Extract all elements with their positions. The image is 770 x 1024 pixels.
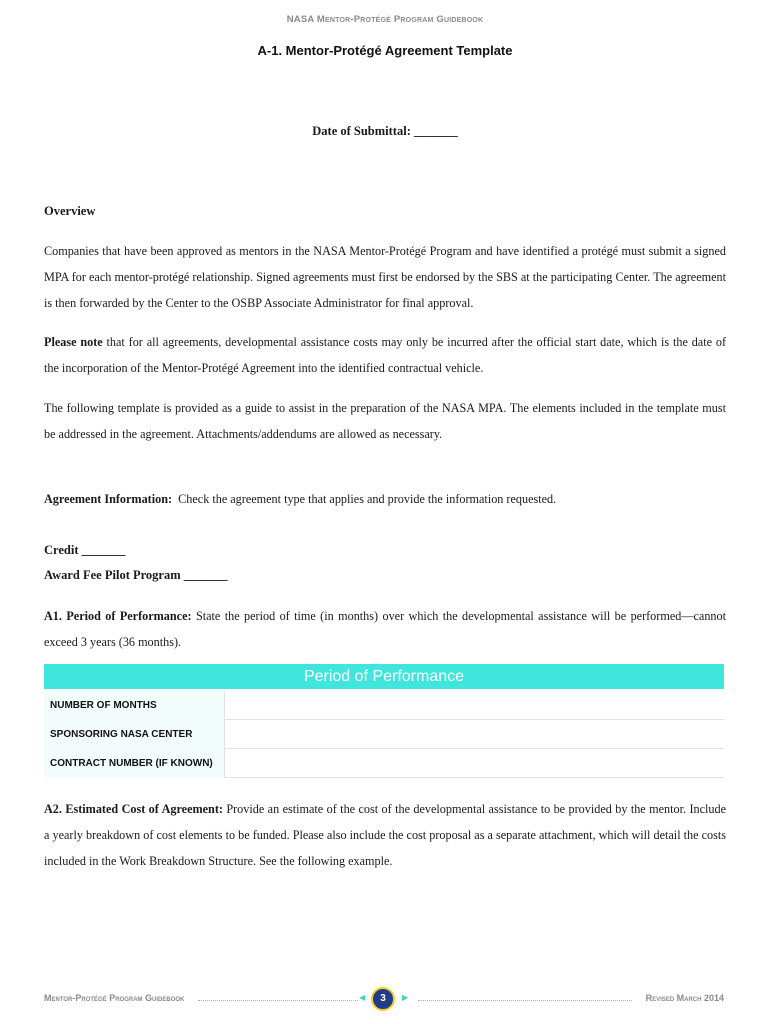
a2-text: Provide an estimate of the cost of the developmental assistance to be provided by the mentor. Include a yearly breakdown of cost elements to be funded. Please also include the cost proposal as a separate attachment, which will detail the costs included in the Work Breakdown Structure. See the following example. [44, 802, 726, 868]
left-arrow-icon: ◀ [359, 993, 366, 1002]
page-title: A-1. Mentor-Protégé Agreement Template [257, 43, 513, 58]
row-label-center: SPONSORING NASA CENTER [44, 720, 225, 749]
a1-paragraph [44, 603, 726, 655]
credit-line: Credit _______ [44, 543, 126, 557]
a2-paragraph [44, 796, 726, 874]
contract-value-field[interactable] [225, 749, 725, 778]
overview-paragraph-1: Companies that have been approved as mentors in the NASA Mentor-Protégé Program and have identified a protégé must submit a signed MPA for each mentor-protégé relationship. Signed agreements must first be endorsed by the SBS at the participating Center. The agreement is then forwarded by the Center to the OSBP Associate Administrator for final approval. [44, 244, 726, 310]
period-table-title: Period of Performance [44, 664, 724, 689]
footer-guidebook-title: Mentor-Protégé Program Guidebook [44, 993, 185, 1003]
a2-label: A2. Estimated Cost of Agreement: [44, 802, 223, 816]
table-row [44, 691, 724, 720]
date-of-submittal: Date of Submittal: _______ [312, 124, 458, 138]
a1-text: State the period of time (in months) over which the developmental assistance will be performed—cannot exceed 3 years (36 months). [44, 609, 726, 649]
center-value-field[interactable] [225, 720, 725, 749]
please-note-label: Please note [44, 335, 103, 349]
a1-label: A1. Period of Performance: [44, 609, 192, 623]
footer-revision-date: Revised March 2014 [645, 993, 724, 1003]
overview-paragraph-3: The following template is provided as a guide to assist in the preparation of the NASA MPA. The elements included in the template must be addressed in the agreement. Attachments/addendums are allowed as necessary. [44, 401, 726, 441]
table-row [44, 749, 724, 778]
overview-paragraph-2 [44, 329, 726, 381]
table-row [44, 720, 724, 749]
page-number-badge: 3 [371, 987, 395, 1011]
row-label-months: NUMBER OF MONTHS [44, 691, 225, 720]
footer-dotted-rule-right [418, 999, 632, 1001]
agreement-information [44, 486, 726, 512]
agreement-information-label: Agreement Information: [44, 492, 173, 506]
running-header: NASA Mentor-Protégé Program Guidebook [286, 14, 484, 25]
months-value-field[interactable] [225, 691, 725, 720]
please-note-text: that for all agreements, developmental assistance costs may only be incurred after the official start date, which is the date of the incorporation of the Mentor-Protégé Agreement into the identified contractual vehicle. [44, 335, 726, 375]
overview-heading: Overview [44, 204, 96, 218]
right-arrow-icon: ▶ [402, 993, 409, 1002]
footer-dotted-rule-left [198, 999, 358, 1001]
row-label-contract: CONTRACT NUMBER (IF KNOWN) [44, 749, 225, 778]
period-of-performance-table [44, 691, 724, 778]
agreement-information-text: Check the agreement type that applies and provide the information requested. [172, 492, 557, 506]
award-fee-line: Award Fee Pilot Program _______ [44, 568, 228, 582]
